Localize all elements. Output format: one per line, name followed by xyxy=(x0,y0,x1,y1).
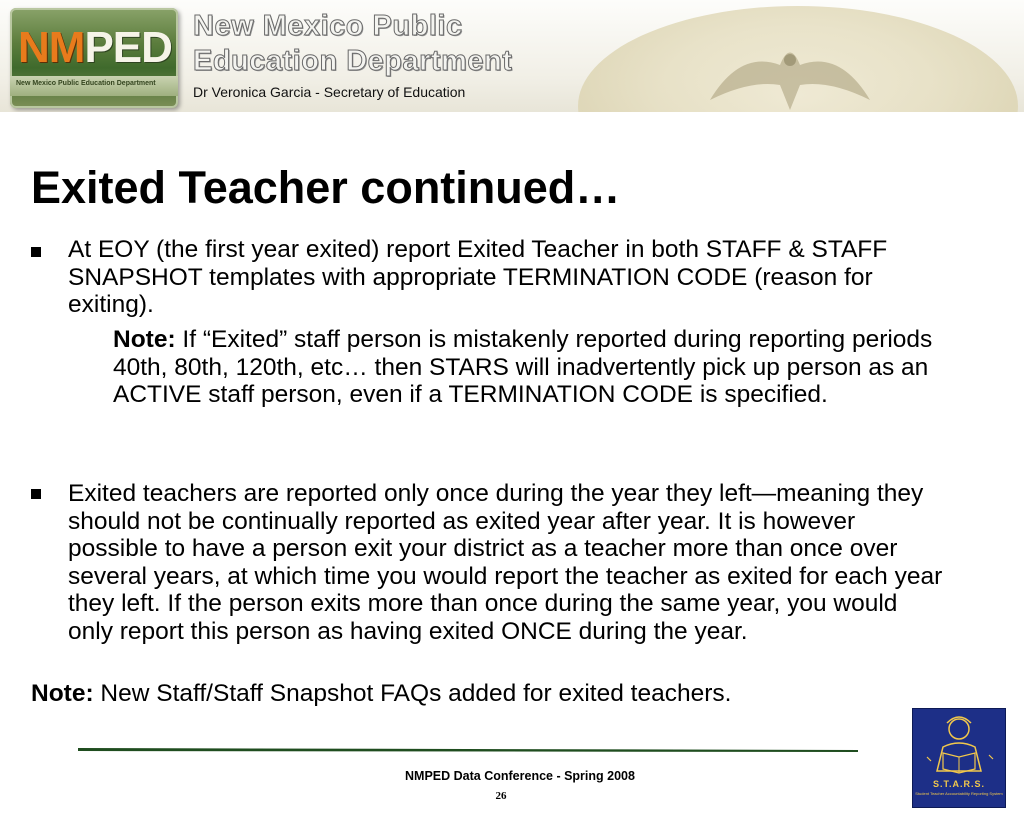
stars-logo xyxy=(912,708,1006,808)
logo-ped-text: PED xyxy=(84,23,172,72)
nmped-logo xyxy=(10,8,178,108)
final-note-label: Note: xyxy=(31,680,94,707)
bullet-marker xyxy=(31,247,41,257)
eagle-icon xyxy=(700,30,880,110)
note-text: If “Exited” staff person is mistakenly reported during reporting periods 40th, 80th, 120th, etc… then STARS will inadvertently pick up person as an ACTIVE staff person, even if a TERMINATION CODE is specified. xyxy=(113,326,933,408)
slide-title: Exited Teacher continued… xyxy=(31,162,621,213)
footer-conference: NMPED Data Conference - Spring 2008 xyxy=(405,769,635,783)
stars-logo-subtitle: Student Teacher Accountability Reporting System xyxy=(915,791,1003,796)
page-number: 26 xyxy=(495,790,507,802)
department-name-line2: Education Department xyxy=(193,45,513,77)
logo-subtitle: New Mexico Public Education Department xyxy=(16,80,156,87)
bullet-1-note xyxy=(113,326,933,409)
reader-figure-icon xyxy=(913,709,1005,779)
note-label: Note: xyxy=(113,326,176,353)
final-note xyxy=(31,680,731,708)
department-name-line1: New Mexico Public xyxy=(193,10,463,42)
stars-logo-text: S.T.A.R.S. xyxy=(932,779,985,789)
final-note-text: New Staff/Staff Snapshot FAQs added for exited teachers. xyxy=(93,680,732,707)
secretary-line: Dr Veronica Garcia - Secretary of Education xyxy=(193,84,466,100)
bullet-2-text: Exited teachers are reported only once during the year they left—meaning they should not be continually reported as exited year after year. It is however possible to have a person exit your district as a teacher more than once over several years, at which time you would report the teacher as exited for each year they left. If the person exits more than once during the same year, you would only report this person as having exited ONCE during the year. xyxy=(68,480,943,645)
bullet-marker xyxy=(31,489,41,499)
bullet-1-text: At EOY (the first year exited) report Exited Teacher in both STAFF & STAFF SNAPSHOT templates with appropriate TERMINATION CODE (reason for exiting). xyxy=(68,236,888,318)
logo-nm-text: NM xyxy=(18,23,85,72)
footer-divider xyxy=(78,746,858,752)
header-banner xyxy=(0,0,1024,112)
